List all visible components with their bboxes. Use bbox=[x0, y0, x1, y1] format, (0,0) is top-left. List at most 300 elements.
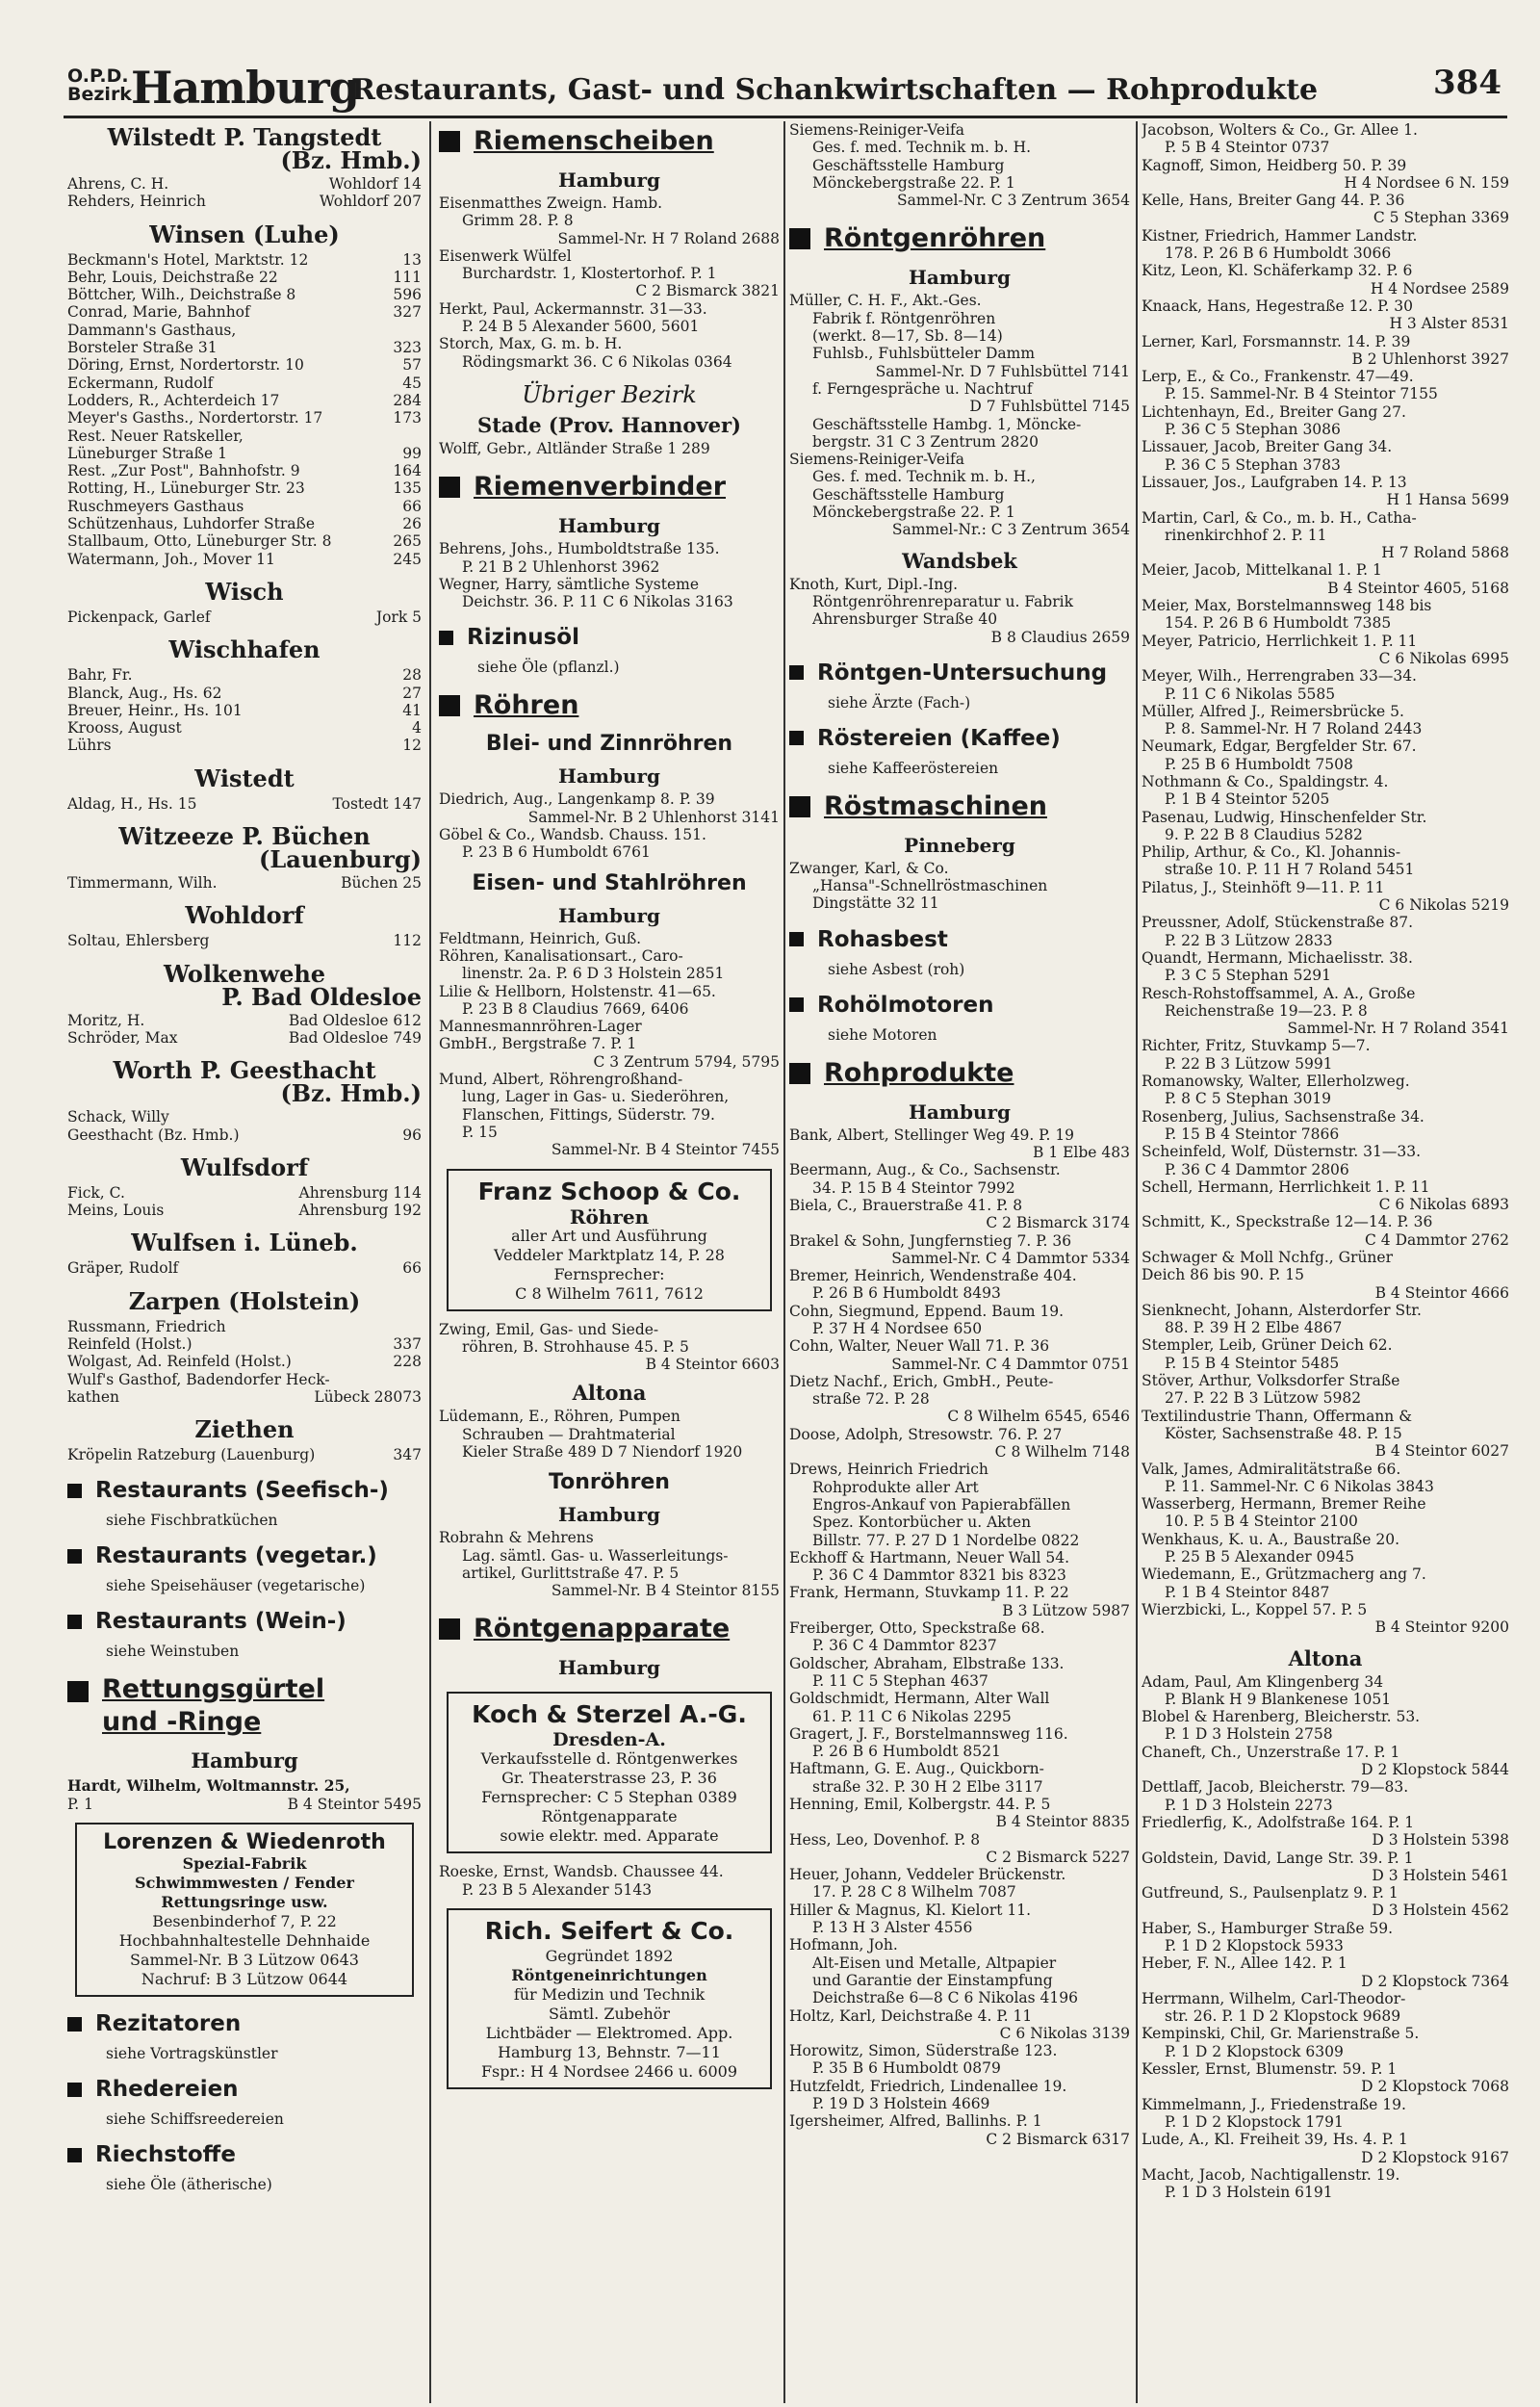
listing-line: P. 25 B 5 Alexander 0945 bbox=[1165, 1548, 1355, 1566]
listing-line: Rohprodukte aller Art bbox=[812, 1478, 979, 1496]
listing-line: Wasserberg, Hermann, Bremer Reihe bbox=[1142, 1495, 1426, 1514]
listing-entry: 173 Meyer's Gasths., Nordertorstr. 17 bbox=[67, 409, 422, 427]
listing-line: Köster, Sachsenstraße 48. P. 15 bbox=[1165, 1424, 1402, 1442]
listing-line: Lüdemann, E., Röhren, Pumpen bbox=[439, 1408, 680, 1426]
listing-line: Macht, Jacob, Nachtigallenstr. 19. bbox=[1142, 2165, 1400, 2184]
listing-line: D 2 Klopstock 7364 bbox=[1361, 1972, 1509, 1990]
listing-line: Geschäftsstelle Hamburg bbox=[812, 485, 1005, 504]
listing-line: 178. P. 26 B 6 Humboldt 3066 bbox=[1165, 245, 1392, 263]
listing-entry: 596 Böttcher, Wilh., Deichstraße 8 bbox=[67, 286, 422, 304]
section-heading: Röntgenröhren bbox=[789, 222, 1130, 255]
listing-line: Heber, F. N., Allee 142. P. 1 bbox=[1142, 1954, 1348, 1973]
city-heading: Hamburg bbox=[908, 1100, 1012, 1124]
listing-line: Röhren, Kanalisationsart., Caro- bbox=[439, 946, 683, 965]
column-divider bbox=[1136, 121, 1138, 2403]
city-heading: Wandsbek bbox=[902, 548, 1017, 573]
listing-line: Kagnoff, Simon, Heidberg 50. P. 39 bbox=[1142, 156, 1407, 174]
place-heading: Wulfsdorf bbox=[180, 1152, 309, 1181]
listing-line: 27. P. 22 B 3 Lützow 5982 bbox=[1165, 1389, 1362, 1408]
advert-lorenzen bbox=[75, 1823, 414, 1997]
section-heading: Riemenscheiben bbox=[439, 125, 780, 158]
see-reference: siehe Speisehäuser (vegetarische) bbox=[106, 1577, 366, 1595]
bullet-square-icon bbox=[67, 2017, 82, 2032]
listing-line: C 2 Bismarck 6317 bbox=[986, 2130, 1130, 2148]
listing-line: straße 32. P. 30 H 2 Elbe 3117 bbox=[812, 1777, 1043, 1796]
listing-entry: 112 Soltau, Ehlersberg bbox=[67, 932, 422, 950]
listing-entry: 164 Rest. „Zur Post", Bahnhofstr. 9 bbox=[67, 462, 422, 480]
advert-line: Rettungsringe usw. bbox=[161, 1893, 328, 1912]
listing-line: D 2 Klopstock 5844 bbox=[1361, 1761, 1509, 1779]
listing-line: D 3 Holstein 5461 bbox=[1372, 1866, 1509, 1884]
place-heading: Ziethen bbox=[194, 1415, 295, 1444]
listing-group bbox=[439, 790, 780, 861]
listing-line: P. 11. Sammel-Nr. C 6 Nikolas 3843 bbox=[1165, 1477, 1434, 1495]
listing-line: Haber, S., Hamburger Straße 59. bbox=[1142, 1919, 1394, 1937]
listing-line: Fuhlsb., Fuhlsbütteler Damm bbox=[812, 345, 1036, 363]
advert-line: für Medizin und Technik bbox=[513, 1985, 706, 2005]
listing-line: P. 15 B 4 Steintor 5485 bbox=[1165, 1354, 1340, 1372]
listing-line: Geschäftsstelle Hamburg bbox=[812, 156, 1005, 174]
listing-line: B 1 Elbe 483 bbox=[1033, 1144, 1130, 1162]
place-heading: Wischhafen bbox=[168, 635, 321, 664]
listing-line: B 4 Steintor 9200 bbox=[1374, 1618, 1509, 1637]
listing-entry: Hardt, Wilhelm, Woltmannstr. 25, bbox=[67, 1777, 350, 1796]
place-subheading: P. Bad Oldesloe bbox=[221, 982, 422, 1011]
listing-entry: 28 Bahr, Fr. bbox=[67, 666, 422, 685]
listing-line: P. 25 B 6 Humboldt 7508 bbox=[1165, 755, 1353, 773]
listing-line: Deich 86 bis 90. P. 15 bbox=[1142, 1266, 1305, 1284]
listing-entry: Ahrensburg 114 Fick, C. bbox=[67, 1183, 422, 1202]
section-heading: Rezitatoren bbox=[67, 2010, 422, 2037]
listing-line: Deichstr. 36. P. 11 C 6 Nikolas 3163 bbox=[462, 593, 733, 611]
listing-entry: 347 Kröpelin Ratzeburg (Lauenburg) bbox=[67, 1446, 422, 1464]
place-subheading: (Bz. Hmb.) bbox=[280, 1079, 422, 1108]
listing-line: Jacobson, Wolters & Co., Gr. Allee 1. bbox=[1142, 121, 1418, 139]
listing-line: D 3 Holstein 4562 bbox=[1372, 1902, 1509, 1920]
listing-entry: 323 Borsteler Straße 31 bbox=[67, 339, 422, 357]
listing-line: Sammel-Nr. C 3 Zentrum 3654 bbox=[897, 192, 1130, 210]
listing-line: Stöver, Arthur, Volksdorfer Straße bbox=[1142, 1372, 1400, 1390]
listing-line: Meier, Jacob, Mittelkanal 1. P. 1 bbox=[1142, 561, 1382, 580]
listing-line: Sammel-Nr.: C 3 Zentrum 3654 bbox=[891, 521, 1130, 539]
listing-entry: 27 Blanck, Aug., Hs. 62 bbox=[67, 684, 422, 702]
listing-line: Preussner, Adolf, Stückenstraße 87. bbox=[1142, 914, 1414, 932]
listing-line: C 2 Bismarck 3174 bbox=[986, 1214, 1130, 1232]
listing-entry: 96 Geesthacht (Bz. Hmb.) bbox=[67, 1126, 422, 1144]
listing-line: Hiller & Magnus, Kl. Kielort 11. bbox=[789, 1901, 1032, 1919]
city-heading: Hamburg bbox=[557, 168, 661, 192]
listing-entry: 245 Watermann, Joh., Mover 11 bbox=[67, 550, 422, 568]
listing-entry: 327 Conrad, Marie, Bahnhof bbox=[67, 303, 422, 322]
listing-line: P. 1 D 3 Holstein 2273 bbox=[1165, 1796, 1333, 1814]
listing-line: Dettlaff, Jacob, Bleicherstr. 79—83. bbox=[1142, 1778, 1409, 1797]
listing-line: 154. P. 26 B 6 Humboldt 7385 bbox=[1165, 614, 1392, 633]
section-heading: Rettungsgürtel und -Ringe bbox=[67, 1673, 422, 1739]
listing-line: Fabrik f. Röntgenröhren bbox=[812, 309, 996, 327]
bullet-square-icon bbox=[67, 2083, 82, 2097]
listing-line: Valk, James, Admiralitätstraße 66. bbox=[1142, 1460, 1401, 1478]
listing-group bbox=[67, 1184, 422, 1220]
listing-line: Mund, Albert, Röhrengroßhand- bbox=[439, 1071, 683, 1089]
bullet-square-icon bbox=[789, 932, 804, 946]
listing-line: Beermann, Aug., & Co., Sachsenstr. bbox=[789, 1161, 1061, 1179]
listing-line: straße 72. P. 28 bbox=[812, 1390, 930, 1409]
advert-line: sowie elektr. med. Apparate bbox=[500, 1826, 719, 1846]
listing-group bbox=[789, 292, 1130, 538]
listing-line: Kistner, Friedrich, Hammer Landstr. bbox=[1142, 226, 1418, 245]
advert-line: Röntgeneinrichtungen bbox=[511, 1966, 707, 1985]
section-heading: Riechstoffe bbox=[67, 2141, 422, 2168]
section-heading: Röntgenapparate bbox=[439, 1613, 780, 1645]
listing-line: C 5 Stephan 3369 bbox=[1373, 209, 1509, 227]
listing-line: Lissauer, Jos., Laufgraben 14. P. 13 bbox=[1142, 473, 1407, 491]
listing-line: P. 13 H 3 Alster 4556 bbox=[812, 1919, 973, 1937]
listing-line: Goldschmidt, Hermann, Alter Wall bbox=[789, 1690, 1050, 1708]
see-reference: siehe Schiffsreedereien bbox=[106, 2110, 284, 2129]
listing-group bbox=[67, 932, 422, 949]
advert-title: Lorenzen & Wiedenroth bbox=[103, 1830, 386, 1855]
listing-line: str. 26. P. 1 D 2 Klopstock 9689 bbox=[1165, 2007, 1401, 2026]
listing-line: Lag. sämtl. Gas- u. Wasserleitungs- bbox=[462, 1546, 729, 1565]
listing-group bbox=[789, 121, 1130, 209]
advert-line: Verkaufsstelle d. Röntgenwerkes bbox=[480, 1749, 738, 1769]
listing-entry: Büchen 25 Timmermann, Wilh. bbox=[67, 874, 422, 893]
listing-line: Siemens-Reiniger-Veifa bbox=[789, 121, 965, 139]
listing-group bbox=[67, 874, 422, 892]
listing-line: Stempler, Leib, Grüner Deich 62. bbox=[1142, 1336, 1393, 1355]
listing-line: P. 26 B 6 Humboldt 8521 bbox=[812, 1743, 1001, 1761]
listing-line: P. 24 B 5 Alexander 5600, 5601 bbox=[462, 318, 700, 336]
listing-line: Pilatus, J., Steinhöft 9—11. P. 11 bbox=[1142, 878, 1385, 896]
listing-line: Chaneft, Ch., Unzerstraße 17. P. 1 bbox=[1142, 1743, 1400, 1761]
listing-line: P. 26 B 6 Humboldt 8493 bbox=[812, 1284, 1001, 1303]
listing-line: lung, Lager in Gas- u. Siederöhren, bbox=[462, 1088, 730, 1106]
listing-line: Sammel-Nr. B 4 Steintor 8155 bbox=[551, 1582, 780, 1600]
listing-line: Hutzfeldt, Friedrich, Lindenallee 19. bbox=[789, 2077, 1067, 2095]
column-2 bbox=[439, 121, 780, 2394]
listing-line: Diedrich, Aug., Langenkamp 8. P. 39 bbox=[439, 790, 715, 809]
column-divider bbox=[429, 121, 431, 2403]
listing-line: C 6 Nikolas 6893 bbox=[1378, 1196, 1509, 1214]
header-rule bbox=[64, 116, 1507, 118]
listing-line: Kelle, Hans, Breiter Gang 44. P. 36 bbox=[1142, 192, 1405, 210]
listing-entry: Tostedt 147 Aldag, H., Hs. 15 bbox=[67, 794, 422, 813]
listing-line: Lude, A., Kl. Freiheit 39, Hs. 4. P. 1 bbox=[1142, 2131, 1408, 2149]
listing-line: Kempinski, Chil, Gr. Marienstraße 5. bbox=[1142, 2025, 1420, 2043]
page-title: Restaurants, Gast- und Schankwirtschaften — Rohprodukte bbox=[351, 73, 1319, 107]
section-heading: Restaurants (Seefisch-) bbox=[67, 1477, 422, 1504]
listing-line: „Hansa"-Schnellröstmaschinen bbox=[812, 877, 1048, 895]
listing-line: Lichtenhayn, Ed., Breiter Gang 27. bbox=[1142, 402, 1406, 421]
listing-line: Cohn, Siegmund, Eppend. Baum 19. bbox=[789, 1302, 1065, 1320]
listing-line: Sammel-Nr. C 4 Dammtor 0751 bbox=[891, 1355, 1130, 1373]
advert-line: Gr. Theaterstrasse 23, P. 36 bbox=[501, 1769, 717, 1788]
see-reference: siehe Weinstuben bbox=[106, 1643, 240, 1661]
listing-line: f. Ferngespräche u. Nachtruf bbox=[812, 379, 1033, 398]
section-heading: Rohasbest bbox=[789, 926, 1130, 953]
city-heading: Hamburg bbox=[557, 1503, 661, 1527]
listing-line: Richter, Fritz, Stuvkamp 5—7. bbox=[1142, 1037, 1371, 1055]
listing-line: Lissauer, Jacob, Breiter Gang 34. bbox=[1142, 438, 1393, 456]
listing-line: B 3 Lützow 5987 bbox=[1002, 1601, 1130, 1619]
listing-line: Blobel & Harenberg, Bleicherstr. 53. bbox=[1142, 1708, 1421, 1726]
place-heading: Wistedt bbox=[194, 764, 295, 792]
listing-entry: 4 Krooss, August bbox=[67, 719, 422, 738]
listing-line: D 3 Holstein 5398 bbox=[1372, 1831, 1509, 1850]
listing-line: B 8 Claudius 2659 bbox=[990, 628, 1130, 646]
listing-line: Adam, Paul, Am Klingenberg 34 bbox=[1142, 1672, 1384, 1691]
listing-line: Lerp, E., & Co., Frankenstr. 47—49. bbox=[1142, 368, 1414, 386]
listing-line: Deichstraße 6—8 C 6 Nikolas 4196 bbox=[812, 1989, 1079, 2007]
listing-line: Wenkhaus, K. u. A., Baustraße 20. bbox=[1142, 1530, 1400, 1548]
see-reference: siehe Kaffeeröstereien bbox=[828, 759, 999, 777]
listing-line: H 4 Nordsee 6 N. 159 bbox=[1344, 173, 1509, 192]
advert-schoop bbox=[447, 1169, 772, 1311]
listing-entry: Russmann, Friedrich bbox=[67, 1317, 226, 1335]
place-heading: Stade (Prov. Hannover) bbox=[477, 412, 741, 437]
listing-line: P. 35 B 6 Humboldt 0879 bbox=[812, 2059, 1001, 2078]
listing-group bbox=[67, 1259, 422, 1277]
bullet-square-icon bbox=[789, 997, 804, 1012]
listing-line: D 2 Klopstock 9167 bbox=[1361, 2148, 1509, 2166]
column-4 bbox=[1142, 121, 1509, 2394]
bullet-square-icon bbox=[789, 228, 810, 249]
listing-entry: Bad Oldesloe 749 Schröder, Max bbox=[67, 1028, 422, 1047]
listing-line: Flanschen, Fittings, Süderstr. 79. bbox=[462, 1105, 715, 1124]
advert-line: Sämtl. Zubehör bbox=[548, 2005, 671, 2024]
listing-line: Robrahn & Mehrens bbox=[439, 1529, 594, 1547]
listing-line: röhren, B. Strohhause 45. P. 5 bbox=[462, 1337, 689, 1356]
listing-line: Romanowsky, Walter, Ellerholzweg. bbox=[1142, 1073, 1410, 1091]
section-heading: Röhren bbox=[439, 689, 780, 722]
listing-line: Sammel-Nr. B 2 Uhlenhorst 3141 bbox=[527, 808, 780, 826]
bullet-square-icon bbox=[789, 796, 810, 817]
listing-line: P. 36 C 4 Dammtor 8237 bbox=[812, 1637, 997, 1655]
advert-line: Besenbinderhof 7, P. 22 bbox=[152, 1912, 337, 1931]
listing-line: Storch, Max, G. m. b. H. bbox=[439, 335, 623, 353]
listing-line: C 3 Zentrum 5794, 5795 bbox=[593, 1052, 780, 1071]
listing-line: Hess, Leo, Dovenhof. P. 8 bbox=[789, 1830, 981, 1849]
listing-line: Gutfreund, S., Paulsenplatz 9. P. 1 bbox=[1142, 1884, 1399, 1902]
listing-entry: 13 Beckmann's Hotel, Marktstr. 12 bbox=[67, 250, 422, 269]
listing-line: Behrens, Johs., Humboldtstraße 135. bbox=[439, 540, 720, 558]
listing-line: Eisenmatthes Zweign. Hamb. bbox=[439, 194, 663, 212]
listing-entry: 41 Breuer, Heinr., Hs. 101 bbox=[67, 701, 422, 719]
page-header bbox=[67, 64, 1511, 114]
listing-line: Nothmann & Co., Spaldingstr. 4. bbox=[1142, 772, 1389, 790]
listing-entry: 45 Eckermann, Rudolf bbox=[67, 374, 422, 392]
listing-line: Zwing, Emil, Gas- und Siede- bbox=[439, 1320, 659, 1338]
advert-line: Hochbahnhaltestelle Dehnhaide bbox=[118, 1931, 371, 1951]
listing-line: C 8 Wilhelm 7148 bbox=[994, 1443, 1130, 1462]
subsection-heading: Tonröhren bbox=[549, 1470, 670, 1495]
column-3 bbox=[789, 121, 1130, 2394]
listing-line: Müller, C. H. F., Akt.-Ges. bbox=[789, 292, 982, 310]
listing-group bbox=[67, 795, 422, 813]
listing-entry: 66 Gräper, Rudolf bbox=[67, 1259, 422, 1278]
listing-line: Ahrensburger Straße 40 bbox=[812, 610, 998, 629]
listing-line: Sammel-Nr. H 7 Roland 3541 bbox=[1287, 1020, 1509, 1038]
advert-line: Fernsprecher: C 5 Stephan 0389 bbox=[481, 1788, 737, 1807]
bullet-square-icon bbox=[67, 1615, 82, 1629]
section-heading: Rizinusöl bbox=[439, 624, 780, 651]
advert-line: Röntgenapparate bbox=[541, 1807, 678, 1826]
listing-line: Meyer, Wilh., Herrengraben 33—34. bbox=[1142, 667, 1417, 686]
listing-line: Philip, Arthur, & Co., Kl. Johannis- bbox=[1142, 843, 1401, 862]
listing-line: Mannesmannröhren-Lager bbox=[439, 1018, 642, 1036]
listing-entry: Jork 5 Pickenpack, Garlef bbox=[67, 608, 422, 626]
listing-group bbox=[439, 1529, 780, 1599]
listing-line: Spez. Kontorbücher u. Akten bbox=[812, 1514, 1032, 1532]
listing-line: Biela, C., Brauerstraße 41. P. 8 bbox=[789, 1196, 1023, 1214]
listing-group bbox=[67, 1446, 422, 1463]
city-heading: Hamburg bbox=[557, 764, 661, 789]
listing-entry: Wulf's Gasthof, Badendorfer Heck- bbox=[67, 1370, 330, 1388]
see-reference: siehe Fischbratküchen bbox=[106, 1512, 278, 1530]
listing-line: C 4 Dammtor 2762 bbox=[1365, 1230, 1509, 1249]
city-heading: Hamburg bbox=[557, 903, 661, 927]
place-heading: Worth P. Geesthacht bbox=[113, 1056, 376, 1085]
listing-line: Wierzbicki, L., Koppel 57. P. 5 bbox=[1142, 1600, 1368, 1618]
listing-line: Sammel-Nr. B 4 Steintor 7455 bbox=[551, 1141, 780, 1159]
listing-entry: 111 Behr, Louis, Deichstraße 22 bbox=[67, 268, 422, 286]
advert-line: Fernsprecher: bbox=[553, 1264, 665, 1283]
listing-line: Goldscher, Abraham, Elbstraße 133. bbox=[789, 1654, 1065, 1672]
listing-line: Goldstein, David, Lange Str. 39. P. 1 bbox=[1142, 1849, 1414, 1867]
listing-line: C 2 Bismarck 3821 bbox=[635, 282, 780, 300]
listing-group bbox=[439, 1408, 780, 1461]
bullet-square-icon bbox=[67, 1484, 82, 1498]
advert-line: Lichtbäder — Elektromed. App. bbox=[485, 2024, 733, 2043]
listing-line: P. 11 C 6 Nikolas 5585 bbox=[1165, 685, 1336, 703]
listing-group bbox=[439, 1863, 780, 1899]
place-subheading: (Bz. Hmb.) bbox=[280, 146, 422, 174]
listing-entry: 265 Stallbaum, Otto, Lüneburger Str. 8 bbox=[67, 532, 422, 551]
listing-line: 17. P. 28 C 8 Wilhelm 7087 bbox=[812, 1883, 1016, 1902]
advert-title: Rich. Seifert & Co. bbox=[484, 1917, 734, 1946]
city-heading: Pinneberg bbox=[904, 833, 1015, 857]
subsection-heading: Blei- und Zinnröhren bbox=[485, 732, 733, 757]
listing-line: C 6 Nikolas 3139 bbox=[999, 2024, 1130, 2042]
listing-entry: Bad Oldesloe 612 Moritz, H. bbox=[67, 1011, 422, 1029]
place-heading: Wohldorf bbox=[185, 901, 304, 930]
listing-line: Ges. f. med. Technik m. b. H., bbox=[812, 468, 1036, 486]
bullet-square-icon bbox=[67, 1681, 89, 1702]
listing-line: Henning, Emil, Kolbergstr. 44. P. 5 bbox=[789, 1796, 1051, 1813]
listing-line: 9. P. 22 B 8 Claudius 5282 bbox=[1165, 825, 1363, 843]
listing-line: D 7 Fuhlsbüttel 7145 bbox=[969, 398, 1130, 416]
listing-line: C 2 Bismarck 5227 bbox=[986, 1848, 1130, 1866]
advert-line: Sammel-Nr. B 3 Lützow 0643 bbox=[130, 1951, 359, 1970]
listing-line: Igersheimer, Alfred, Ballinhs. P. 1 bbox=[789, 2112, 1042, 2131]
listing-line: Heuer, Johann, Veddeler Brückenstr. bbox=[789, 1866, 1066, 1884]
place-subheading: (Lauenburg) bbox=[259, 845, 422, 874]
listing-line: P. 15 B 4 Steintor 7866 bbox=[1165, 1125, 1340, 1143]
listing-entry: 66 Ruschmeyers Gasthaus bbox=[67, 497, 422, 515]
listing-line: C 8 Wilhelm 6545, 6546 bbox=[947, 1408, 1130, 1426]
listing-line: B 4 Steintor 6603 bbox=[645, 1356, 780, 1374]
section-heading: Restaurants (vegetar.) bbox=[67, 1542, 422, 1569]
see-reference: siehe Ärzte (Fach-) bbox=[828, 693, 971, 712]
listing-entry: Wohldorf 207 Rehders, Heinrich bbox=[67, 193, 422, 211]
advert-line: aller Art und Ausführung bbox=[511, 1226, 707, 1245]
section-heading: Röstmaschinen bbox=[789, 790, 1130, 823]
advert-line: Röhren bbox=[569, 1204, 650, 1229]
listing-line: P. 8 C 5 Stephan 3019 bbox=[1165, 1090, 1332, 1108]
listing-group bbox=[67, 1318, 422, 1406]
listing-line: P. 1 D 3 Holstein 6191 bbox=[1165, 2184, 1333, 2202]
listing-line: P. 22 B 3 Lützow 5991 bbox=[1165, 1054, 1333, 1073]
listing-entry: Wohldorf 14 Ahrens, C. H. bbox=[67, 175, 422, 193]
advert-seifert bbox=[447, 1908, 772, 2089]
listing-line: H 4 Nordsee 2589 bbox=[1370, 279, 1509, 298]
listing-line: Sammel-Nr. H 7 Roland 2688 bbox=[557, 229, 780, 247]
listing-line: P. 15 bbox=[462, 1123, 498, 1141]
listing-line: Burchardstr. 1, Klostertorhof. P. 1 bbox=[462, 265, 717, 283]
see-reference: siehe Öle (pflanzl.) bbox=[477, 659, 620, 677]
listing-line: Friedlerfig, K., Adolfstraße 164. P. 1 bbox=[1142, 1813, 1415, 1831]
city-heading: Altona bbox=[1288, 1645, 1363, 1670]
listing-line: Rosenberg, Julius, Sachsenstraße 34. bbox=[1142, 1107, 1424, 1126]
listing-group bbox=[1142, 121, 1509, 1637]
listing-line: Quandt, Hermann, Michaelisstr. 38. bbox=[1142, 948, 1413, 967]
listing-line: Gragert, J. F., Borstelmannsweg 116. bbox=[789, 1724, 1068, 1743]
listing-line: Bremer, Heinrich, Wendenstraße 404. bbox=[789, 1267, 1077, 1285]
listing-line: Doose, Adolph, Stresowstr. 76. P. 27 bbox=[789, 1425, 1063, 1443]
listing-entry: 26 Schützenhaus, Luhdorfer Straße bbox=[67, 515, 422, 533]
listing-line: Sienknecht, Johann, Alsterdorfer Str. bbox=[1142, 1301, 1422, 1319]
bullet-square-icon bbox=[439, 695, 460, 716]
section-heading: Rhedereien bbox=[67, 2076, 422, 2103]
section-heading: Rohprodukte bbox=[789, 1057, 1130, 1090]
listing-group bbox=[439, 930, 780, 1159]
listing-line: Meyer, Patricio, Herrlichkeit 1. P. 11 bbox=[1142, 632, 1418, 650]
listing-entry: P. 1 B 4 Steintor 5495 bbox=[67, 1795, 422, 1813]
listing-line: Kieler Straße 489 D 7 Niendorf 1920 bbox=[462, 1442, 743, 1461]
listing-line: Lerner, Karl, Forsmannstr. 14. P. 39 bbox=[1142, 332, 1411, 350]
listing-group bbox=[439, 194, 780, 371]
listing-line: H 3 Alster 8531 bbox=[1389, 315, 1509, 333]
listing-line: P. 19 D 3 Holstein 4669 bbox=[812, 2095, 990, 2113]
listing-line: Wiedemann, E., Grützmacherg ang 7. bbox=[1142, 1566, 1426, 1584]
listing-line: Lilie & Hellborn, Holstenstr. 41—65. bbox=[439, 982, 716, 1000]
listing-line: Reichenstraße 19—23. P. 8 bbox=[1165, 1001, 1368, 1020]
district-label: O.P.D. Bezirk bbox=[67, 65, 132, 105]
listing-line: Pasenau, Ludwig, Hinschenfelder Str. bbox=[1142, 808, 1427, 826]
listing-line: und Garantie der Einstampfung bbox=[812, 1971, 1053, 1989]
listing-line: Roeske, Ernst, Wandsb. Chaussee 44. bbox=[439, 1863, 724, 1881]
listing-entry: Lübeck 28073 kathen bbox=[67, 1387, 422, 1406]
listing-group bbox=[1142, 1673, 1509, 2202]
listing-line: Kessler, Ernst, Blumenstr. 59. P. 1 bbox=[1142, 2060, 1398, 2079]
listing-entry: 135 Rotting, H., Lüneburger Str. 23 bbox=[67, 479, 422, 498]
listing-line: P. 11 C 5 Stephan 4637 bbox=[812, 1671, 988, 1690]
listing-line: Schmitt, K., Speckstraße 12—14. P. 36 bbox=[1142, 1213, 1433, 1231]
listing-group bbox=[789, 1126, 1130, 2148]
advert-line: C 8 Wilhelm 7611, 7612 bbox=[515, 1283, 704, 1303]
page-number: 384 bbox=[1433, 64, 1502, 102]
listing-line: Engros-Ankauf von Papierabfällen bbox=[812, 1495, 1071, 1514]
listing-line: P. 15. Sammel-Nr. B 4 Steintor 7155 bbox=[1165, 385, 1438, 403]
place-heading: Wisch bbox=[205, 577, 284, 606]
section-heading: Restaurants (Wein-) bbox=[67, 1608, 422, 1635]
listing-line: P. 5 B 4 Steintor 0737 bbox=[1165, 139, 1330, 157]
section-heading: Röstereien (Kaffee) bbox=[789, 725, 1130, 752]
city-heading: Altona bbox=[572, 1381, 647, 1406]
listing-line: Frank, Hermann, Stuvkamp 11. P. 22 bbox=[789, 1584, 1069, 1602]
listing-line: 34. P. 15 B 4 Steintor 7992 bbox=[812, 1178, 1015, 1197]
column-divider bbox=[783, 121, 785, 2403]
